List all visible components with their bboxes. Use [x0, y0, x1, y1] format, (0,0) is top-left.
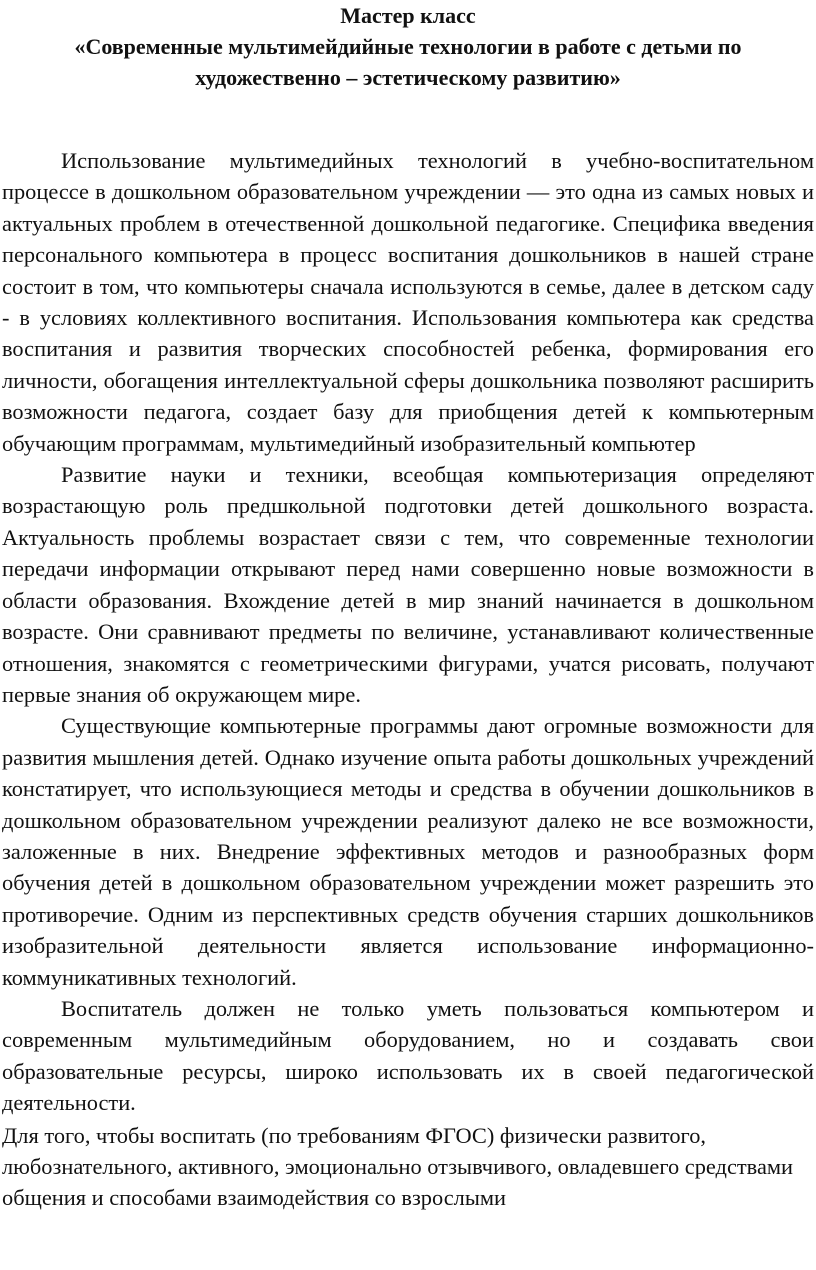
document-title [2, 0, 814, 93]
title-line-3: художественно – эстетическому развитию» [195, 65, 621, 90]
title-spacer [2, 93, 814, 145]
paragraph-4: Воспитатель должен не только уметь пользоваться компьютером и современным мультимедийным оборудованием, но и создавать свои образовательные ресурсы, широко использовать их в своей педагогической деятельности. [2, 995, 814, 1116]
paragraph-1: Использование мультимедийных технологий в учебно-воспитательном процессе в дошкольном образовательном учреждении — это одна из самых новых и актуальных проблем в отечественной дошкольной педагогике. Специфика введения персонального компьютера в процесс воспитания дошкольников в нашей стране состоит в том, что компьютеры сначала используются в семье, далее в детском саду - в условиях коллективного воспитания. Использования компьютера как средства воспитания и развития творческих способностей ребенка, формирования его личности, обогащения интеллектуальной сферы дошкольника позволяют расширить возможности педагога, создает базу для приобщения детей к компьютерным обучающим программам, мультимедийный изобразительный компьютер [2, 148, 814, 456]
paragraph-2: Развитие науки и техники, всеобщая компьютеризация определяют возрастающую роль предшкольной подготовки детей дошкольного возраста. Актуальность проблемы возрастает связи с тем, что современные технологии передачи информации открывают перед нами совершенно новые возможности в области образования. Вхождение детей в мир знаний начинается в дошкольном возрасте. Они сравнивают предметы по величине, устанавливают количественные отношения, знакомятся с геометрическими фигурами, учатся рисовать, получают первые знания об окружающем мире. [2, 462, 814, 707]
title-line-2: «Современные мультимейдийные технологии в работе с детьми по [74, 34, 742, 59]
paragraph-5: Для того, чтобы воспитать (по требованиям ФГОС) физически развитого, любознательного, активного, эмоционально отзывчивого, овладевшего средствами общения и способами взаимодействия со взрослыми [2, 1122, 794, 1211]
paragraph-3: Существующие компьютерные программы дают огромные возможности для развития мышления детей. Однако изучение опыта работы дошкольных учреждений констатирует, что использующиеся методы и средства в обучении дошкольников в дошкольном образовательном учреждении реализуют далеко не все возможности, заложенные в них. Внедрение эффективных методов и разнообразных форм обучения детей в дошкольном образовательном учреждении может разрешить это противоречие. Одним из перспективных средств обучения старших дошкольников изобразительной деятельности является использование информационно-коммуникативных технологий. [2, 713, 814, 990]
title-line-1: Мастер класс [340, 3, 476, 28]
